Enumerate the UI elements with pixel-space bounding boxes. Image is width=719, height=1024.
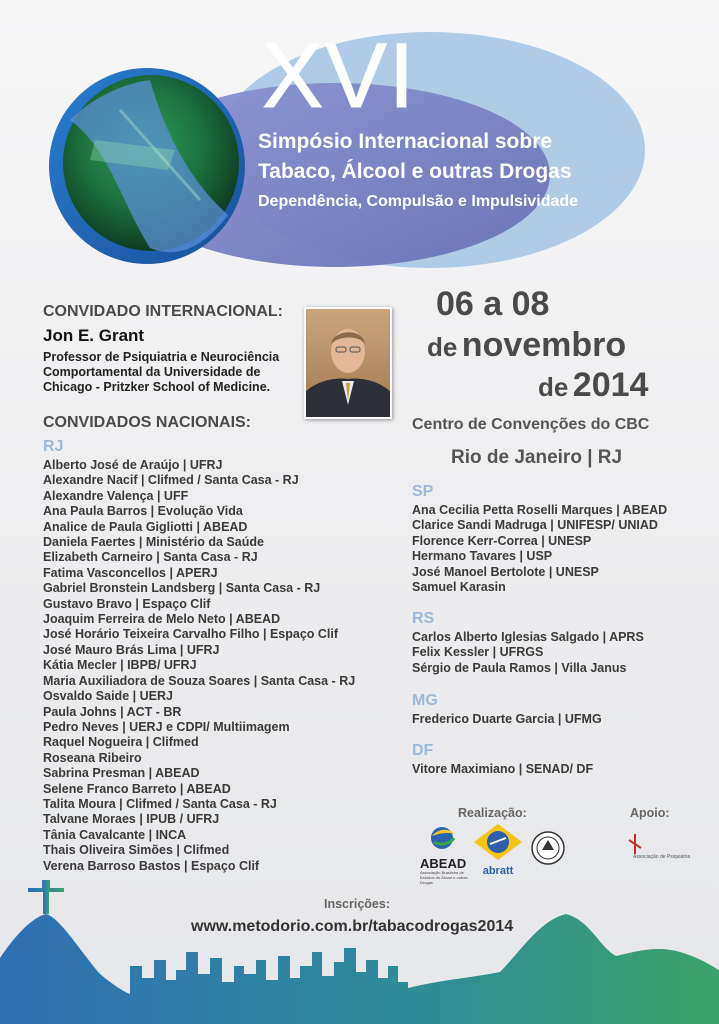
guest-list-item: Ana Cecilia Petta Roselli Marques | ABEAD bbox=[412, 503, 668, 517]
abead-caption: Associação Brasileira de Estudos do Álcool e outras Drogas bbox=[420, 870, 468, 885]
guest-list-item: Alexandre Nacif | Clifmed / Santa Casa - RJ bbox=[43, 473, 299, 488]
guest-name: Jon E. Grant bbox=[43, 326, 145, 345]
guest-list-item: Roseana Ribeiro bbox=[43, 750, 142, 765]
date-month: novembro bbox=[461, 326, 627, 364]
guest-list-item: Paula Johns | ACT - BR bbox=[43, 704, 182, 719]
guest-list-item: Osvaldo Saide | UERJ bbox=[43, 689, 173, 704]
guest-list-item: Florence Kerr-Correa | UNESP bbox=[412, 533, 592, 548]
guest-list-item: Analice de Paula Gigliotti | ABEAD bbox=[43, 519, 248, 534]
guest-list-item: Carlos Alberto Iglesias Salgado | APRS bbox=[412, 630, 644, 644]
edition-title: XVI bbox=[262, 25, 417, 127]
region-label-sp: SP bbox=[412, 483, 434, 500]
guest-list-item: José Manoel Bertolote | UNESP bbox=[412, 564, 599, 579]
abratt-logo-text: abratt bbox=[482, 865, 514, 877]
rio-skyline bbox=[0, 870, 719, 1024]
apoio-logo-text: Associação de Psiquiatria bbox=[633, 854, 691, 860]
date-days: 06 a 08 bbox=[436, 285, 550, 323]
guest-list-item: Maria Auxiliadora de Souza Soares | Santa Casa - RJ bbox=[43, 673, 356, 688]
guest-list-item: Vitore Maximiano | SENAD/ DF bbox=[412, 762, 594, 776]
event-subtitle: Dependência, Compulsão e Impulsividade bbox=[258, 193, 579, 210]
date-month-prefix: de bbox=[427, 332, 458, 362]
guest-list-item: Frederico Duarte Garcia | UFMG bbox=[412, 712, 602, 726]
guest-list-item: Alexandre Valença | UFF bbox=[43, 488, 189, 503]
guest-list-item: Joaquim Ferreira de Melo Neto | ABEAD bbox=[43, 612, 281, 627]
title-line-2: Tabaco, Álcool e outras Drogas bbox=[258, 160, 572, 183]
globe-icon bbox=[49, 68, 245, 264]
guest-list-item: Thais Oliveira Simões | Clifmed bbox=[43, 843, 230, 858]
guest-list-item: Fatima Vasconcellos | APERJ bbox=[43, 565, 218, 580]
registration-label: Inscrições: bbox=[324, 897, 391, 911]
apoio-logo bbox=[625, 832, 691, 872]
guest-bio-line: Comportamental da Universidade de bbox=[43, 365, 261, 379]
guest-bio-line: Professor de Psiquiatria e Neurociência bbox=[43, 350, 280, 364]
date-month-line bbox=[427, 326, 626, 365]
region-label-rs: RS bbox=[412, 610, 435, 627]
seal-icon bbox=[530, 828, 566, 868]
date-year-prefix: de bbox=[538, 372, 569, 402]
guest-list-item: Talita Moura | Clifmed / Santa Casa - RJ bbox=[43, 796, 277, 811]
seal-logo bbox=[530, 828, 566, 873]
guest-list-item: Daniela Faertes | Ministério da Saúde bbox=[43, 535, 264, 550]
guest-list-item: José Horário Teixeira Carvalho Filho | Espaço Clif bbox=[43, 627, 339, 642]
date-year-line bbox=[538, 366, 648, 405]
region-label-mg: MG bbox=[412, 692, 438, 709]
guest-list-item: Gabriel Bronstein Landsberg | Santa Casa - RJ bbox=[43, 581, 321, 596]
guest-bio bbox=[43, 350, 279, 395]
guest-photo bbox=[304, 307, 392, 419]
psychiatry-logo-icon bbox=[625, 832, 645, 856]
guest-list-item: José Mauro Brás Lima | UFRJ bbox=[43, 642, 220, 657]
guest-list-item: Talvane Moraes | IPUB / UFRJ bbox=[43, 812, 220, 827]
guest-list-item: Tânia Cavalcante | INCA bbox=[43, 827, 187, 842]
rj-guest-list bbox=[43, 458, 355, 874]
region-label-df: DF bbox=[412, 742, 434, 759]
guest-list-item: Selene Franco Barreto | ABEAD bbox=[43, 781, 231, 796]
guest-list-item: Ana Paula Barros | Evolução Vida bbox=[43, 504, 243, 519]
guest-list-item: Pedro Neves | UERJ e CDPI/ Multiimagem bbox=[43, 719, 290, 734]
mg-guest-list bbox=[412, 712, 602, 727]
international-heading: CONVIDADO INTERNACIONAL: bbox=[43, 303, 283, 320]
abead-emblem-icon bbox=[420, 824, 470, 852]
abead-logo bbox=[420, 824, 470, 885]
abratt-diamond-icon bbox=[474, 824, 522, 860]
city: Rio de Janeiro | RJ bbox=[451, 447, 623, 468]
guest-list-item: Verena Barroso Bastos | Espaço Clif bbox=[43, 858, 260, 873]
abratt-logo bbox=[474, 824, 522, 877]
date-year: 2014 bbox=[572, 366, 649, 404]
guest-list-item: Hermano Tavares | USP bbox=[412, 549, 553, 564]
title-line-1: Simpósio Internacional sobre bbox=[258, 130, 553, 153]
portrait-icon bbox=[306, 309, 390, 417]
guest-list-item: Samuel Karasin bbox=[412, 580, 506, 595]
guest-list-item: Felix Kessler | UFRGS bbox=[412, 645, 544, 660]
christ-redeemer-icon bbox=[28, 880, 64, 914]
guest-list-item: Sabrina Presman | ABEAD bbox=[43, 766, 200, 781]
guest-list-item: Sérgio de Paula Ramos | Villa Janus bbox=[412, 660, 627, 675]
guest-list-item: Clarice Sandi Madruga | UNIFESP/ UNIAD bbox=[412, 518, 658, 533]
guest-list-item: Raquel Nogueira | Clifmed bbox=[43, 735, 199, 750]
guest-list-item: Alberto José de Araújo | UFRJ bbox=[43, 458, 223, 472]
guest-bio-line: Chicago - Pritzker School of Medicine. bbox=[43, 380, 271, 394]
guest-list-item: Kátia Mecler | IBPB/ UFRJ bbox=[43, 658, 197, 673]
df-guest-list bbox=[412, 762, 593, 777]
rs-guest-list bbox=[412, 630, 644, 676]
venue: Centro de Convenções do CBC bbox=[412, 416, 650, 433]
registration-url[interactable]: www.metodorio.com.br/tabacodrogas2014 bbox=[191, 918, 514, 935]
guest-list-item: Elizabeth Carneiro | Santa Casa - RJ bbox=[43, 550, 258, 565]
apoio-label: Apoio: bbox=[630, 806, 670, 820]
region-label-rj: RJ bbox=[43, 438, 64, 455]
national-heading: CONVIDADOS NACIONAIS: bbox=[43, 414, 252, 431]
guest-list-item: Gustavo Bravo | Espaço Clif bbox=[43, 596, 211, 611]
realizacao-label: Realização: bbox=[458, 806, 527, 820]
abead-logo-text: ABEAD bbox=[420, 856, 467, 871]
sp-guest-list bbox=[412, 503, 667, 595]
